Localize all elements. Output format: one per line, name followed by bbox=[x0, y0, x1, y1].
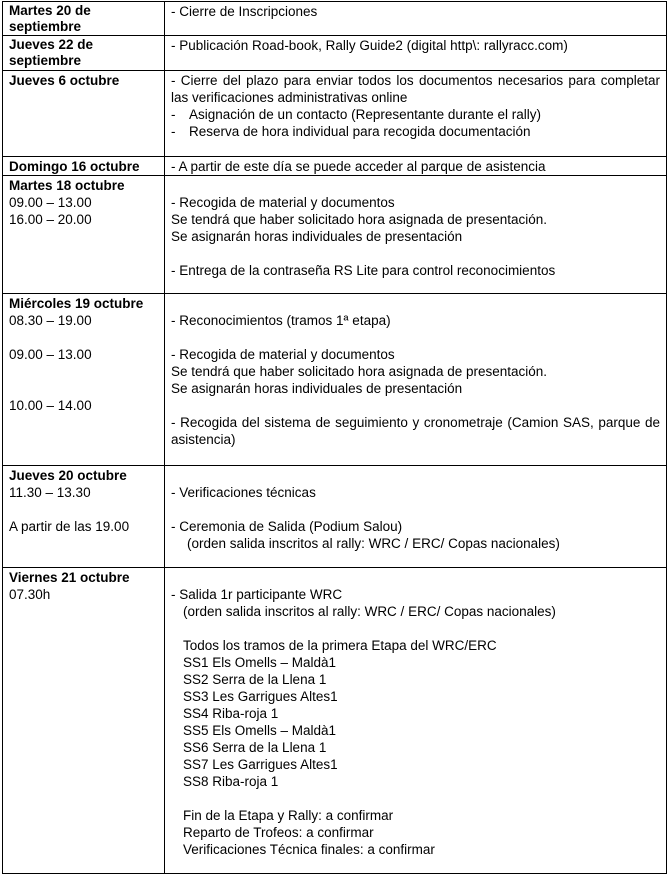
date-cell bbox=[3, 157, 165, 176]
activity-line: Se tendrá que haber solicitado hora asignada de presentación. bbox=[171, 364, 548, 379]
date-cell bbox=[3, 2, 165, 36]
schedule-row bbox=[3, 176, 667, 294]
stage-line: SS7 Les Garrigues Altes1 bbox=[183, 757, 338, 772]
schedule-table bbox=[2, 1, 667, 874]
row-date: Viernes 21 octubre bbox=[9, 570, 130, 585]
activity-line: - Entrega de la contraseña RS Lite para control reconocimientos bbox=[171, 263, 556, 278]
row-date: Miércoles 19 octubre bbox=[9, 296, 144, 311]
time-slot: A partir de las 19.00 bbox=[9, 519, 130, 534]
time-slot: 07.30h bbox=[9, 587, 51, 602]
time-slot: 16.00 – 20.00 bbox=[9, 212, 92, 227]
activity-cell bbox=[165, 2, 667, 36]
activity-line: Todos los tramos de la primera Etapa del WRC/ERC bbox=[183, 638, 497, 653]
schedule-row bbox=[3, 466, 667, 568]
time-slot bbox=[9, 501, 158, 518]
activity-line: Verificaciones Técnica finales: a confirmar bbox=[183, 842, 435, 857]
activity-line: - Verificaciones técnicas bbox=[171, 485, 316, 500]
row-date: Martes 20 de septiembre bbox=[9, 3, 91, 34]
row-date: Martes 18 octubre bbox=[9, 178, 125, 193]
activity-cell bbox=[165, 71, 667, 157]
activity-paragraph: - Cierre del plazo para enviar todos los documentos necesarios para completar las verificaciones administrativas online bbox=[171, 73, 660, 105]
row-date: Domingo 16 octubre bbox=[9, 159, 140, 174]
activity-line: - Recogida de material y documentos bbox=[171, 195, 395, 210]
activity-line bbox=[171, 329, 660, 346]
date-cell bbox=[3, 568, 165, 874]
time-slot: 10.00 – 14.00 bbox=[9, 398, 92, 413]
stage-line: SS4 Riba-roja 1 bbox=[183, 706, 279, 721]
stage-line: SS3 Les Garrigues Altes1 bbox=[183, 689, 338, 704]
bullet-text: Reserva de hora individual para recogida documentación bbox=[189, 124, 531, 139]
activity-line: (orden salida inscritos al rally: WRC / ERC/ Copas nacionales) bbox=[183, 604, 556, 619]
activity-paragraph: - Recogida del sistema de seguimiento y cronometraje (Camion SAS, parque de asistencia) bbox=[171, 415, 660, 447]
activity-line: - Publicación Road-book, Rally Guide2 (digital http\: rallyracc.com) bbox=[171, 38, 568, 53]
stage-line: SS8 Riba-roja 1 bbox=[183, 774, 279, 789]
activity-cell bbox=[165, 157, 667, 176]
activity-cell bbox=[165, 568, 667, 874]
activity-line bbox=[171, 620, 660, 637]
activity-line: - Salida 1r participante WRC bbox=[171, 587, 343, 602]
activity-line: Se asignarán horas individuales de presentación bbox=[171, 229, 463, 244]
schedule-row bbox=[3, 294, 667, 466]
activity-cell bbox=[165, 466, 667, 568]
date-cell bbox=[3, 71, 165, 157]
time-slot bbox=[9, 329, 158, 346]
stage-line: SS6 Serra de la Llena 1 bbox=[183, 740, 327, 755]
time-slot bbox=[9, 363, 158, 380]
activity-cell bbox=[165, 36, 667, 71]
dash-bullet: - bbox=[171, 107, 176, 122]
schedule-row bbox=[3, 568, 667, 874]
date-cell bbox=[3, 36, 165, 71]
activity-cell bbox=[165, 294, 667, 466]
schedule-row bbox=[3, 2, 667, 36]
row-date: Jueves 22 de septiembre bbox=[9, 37, 94, 68]
time-slot: 09.00 – 13.00 bbox=[9, 195, 92, 210]
activity-cell bbox=[165, 176, 667, 294]
time-slot: 09.00 – 13.00 bbox=[9, 347, 92, 362]
date-cell bbox=[3, 176, 165, 294]
schedule-row bbox=[3, 157, 667, 176]
activity-line: - Recogida de material y documentos bbox=[171, 347, 395, 362]
time-slot bbox=[9, 380, 158, 397]
stage-line: SS2 Serra de la Llena 1 bbox=[183, 672, 327, 687]
activity-line bbox=[171, 790, 660, 807]
activity-line bbox=[171, 245, 660, 262]
stage-line: SS1 Els Omells – Maldà1 bbox=[183, 655, 337, 670]
row-date: Jueves 20 octubre bbox=[9, 468, 127, 483]
activity-line bbox=[171, 501, 660, 518]
stage-line: SS5 Els Omells – Maldà1 bbox=[183, 723, 337, 738]
bullet-item bbox=[171, 123, 660, 140]
activity-line: Reparto de Trofeos: a confirmar bbox=[183, 825, 374, 840]
date-cell bbox=[3, 294, 165, 466]
date-cell bbox=[3, 466, 165, 568]
activity-line: - Cierre de Inscripciones bbox=[171, 4, 318, 19]
schedule-row bbox=[3, 36, 667, 71]
activity-line: - A partir de este día se puede acceder al parque de asistencia bbox=[171, 159, 546, 174]
activity-line: - Reconocimientos (tramos 1ª etapa) bbox=[171, 313, 391, 328]
time-slot: 11.30 – 13.30 bbox=[9, 485, 91, 500]
activity-line: Se tendrá que haber solicitado hora asignada de presentación. bbox=[171, 212, 548, 227]
row-date: Jueves 6 octubre bbox=[9, 73, 120, 88]
bullet-text: Asignación de un contacto (Representante durante el rally) bbox=[189, 107, 541, 122]
schedule-row bbox=[3, 71, 667, 157]
activity-line: (orden salida inscritos al rally: WRC / ERC/ Copas nacionales) bbox=[187, 536, 560, 551]
activity-line: Fin de la Etapa y Rally: a confirmar bbox=[183, 808, 394, 823]
activity-line: - Ceremonia de Salida (Podium Salou) bbox=[171, 519, 403, 534]
activity-line bbox=[171, 397, 660, 414]
activity-line: Se asignarán horas individuales de presentación bbox=[171, 381, 463, 396]
dash-bullet: - bbox=[171, 124, 176, 139]
bullet-item bbox=[171, 106, 660, 123]
time-slot: 08.30 – 19.00 bbox=[9, 313, 92, 328]
